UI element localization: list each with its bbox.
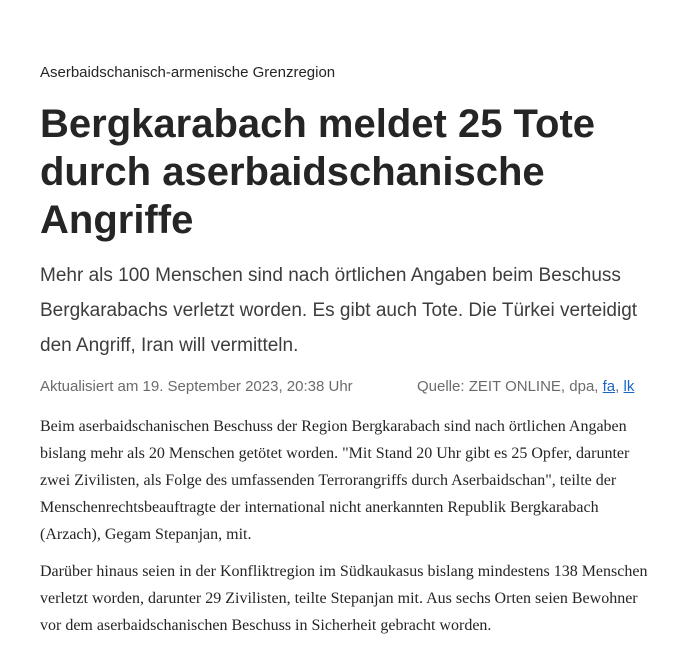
article-paragraph: Darüber hinaus seien in der Konfliktregion im Südkaukasus bislang mindestens 138 Menschen verletzt worden, darunter 29 Zivilisten, teilte Stepanjan mit. Aus sechs Orten seien Bewohner vor dem aserbaidschanischen Beschuss in Sicherheit gebracht worden. xyxy=(40,563,648,634)
source-prefix: Quelle: ZEIT ONLINE, dpa, xyxy=(417,378,599,395)
updated-timestamp: Aktualisiert am 19. September 2023, 20:38 Uhr xyxy=(40,378,353,395)
author-separator: , xyxy=(615,378,620,395)
article-paragraph: Beim aserbaidschanischen Beschuss der Region Bergkarabach sind nach örtlichen Angaben bislang mehr als 20 Menschen getötet worden. "Mit Stand 20 Uhr gibt es 25 Opfer, darunter zwei Zivilisten, als Folge des umfassenden Terrorangriffs durch Aserbaidschan", teilte der Menschenrechtsbeauftragte der international nicht anerkannten Republik Bergkarabach (Arzach), Gegam Stepanjan, mit. xyxy=(40,418,630,543)
article-body xyxy=(40,413,660,649)
article-metadata xyxy=(40,377,660,397)
article-headline: Bergkarabach meldet 25 Tote durch aserbaidschanische Angriffe xyxy=(40,102,596,242)
author-link-lk[interactable]: lk xyxy=(623,378,635,395)
author-link-fa[interactable]: fa xyxy=(602,378,616,395)
article-source xyxy=(417,377,634,397)
article-kicker: Aserbaidschanisch-armenische Grenzregion xyxy=(40,64,336,81)
article-summary: Mehr als 100 Menschen sind nach örtlichen Angaben beim Beschuss Bergkarabachs verletzt worden. Es gibt auch Tote. Die Türkei verteidigt den Angriff, Iran will vermitteln. xyxy=(40,265,638,356)
